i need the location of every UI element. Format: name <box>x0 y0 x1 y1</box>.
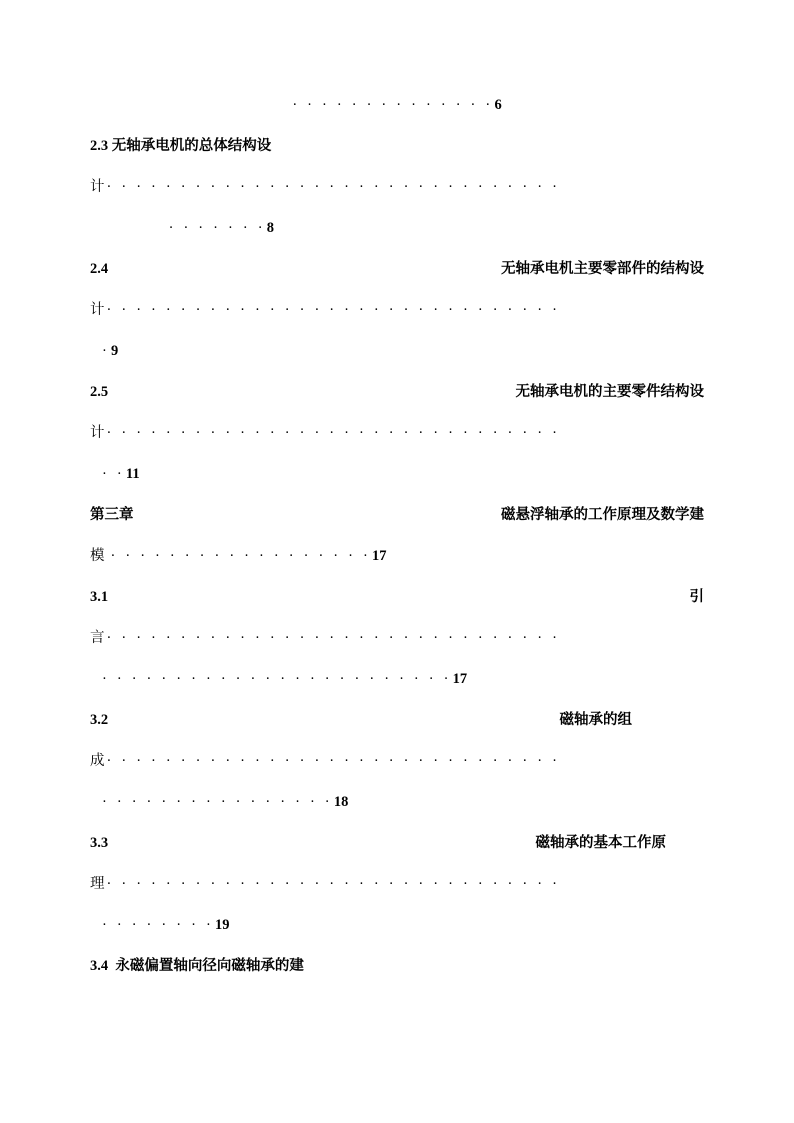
dot-leader: · · · · · · · · <box>102 917 215 933</box>
toc-entry-2-3-line2 <box>90 167 704 208</box>
toc-entry-label: 3.4 永磁偏置轴向径向磁轴承的建 <box>90 958 304 974</box>
page-number: 17 <box>372 548 387 564</box>
toc-entry-number: 2.5 <box>90 384 109 400</box>
toc-entry-partial-top <box>90 85 704 126</box>
toc-entry-continuation: 言 <box>90 630 105 646</box>
dot-leader: · · · · · · · · · · · · · · · · · · · · · · · · · · · · · · · <box>106 425 561 441</box>
dot-leader: · · · · · · · <box>168 220 266 236</box>
dot-leader: · · · · · · · · · · · · · · · · · · · · · · · · · · · · · · · <box>106 876 561 892</box>
toc-entry-number: 第三章 <box>90 507 134 523</box>
toc-entry-title: 无轴承电机的主要零件结构设 <box>515 384 704 400</box>
toc-entry-3-2-line2 <box>90 741 704 782</box>
toc-entry-3-3-line2 <box>90 864 704 905</box>
page-number: 9 <box>111 343 119 359</box>
dot-leader: · · · · · · · · · · · · · · · · · · <box>110 548 372 564</box>
toc-entry-number: 3.1 <box>90 589 109 605</box>
toc-entry-number: 2.4 <box>90 261 109 277</box>
toc-entry-3-2-line1[interactable] <box>90 700 704 741</box>
page-number: 19 <box>215 917 230 933</box>
page-number: 17 <box>452 671 468 687</box>
page-number: 8 <box>266 220 274 236</box>
toc-entry-3-3-line1[interactable] <box>90 823 704 864</box>
dot-leader: · · · · · · · · · · · · · · · · · · · · · · · · · · · · · · · <box>106 753 561 769</box>
toc-entry-2-4-line1[interactable] <box>90 249 704 290</box>
toc-entry-2-4-line2 <box>90 290 704 331</box>
toc-entry-continuation: 计 <box>90 179 105 195</box>
toc-entry-title: 磁轴承的基本工作原 <box>535 835 666 851</box>
toc-entry-2-5-line2 <box>90 413 704 454</box>
table-of-contents <box>90 85 704 987</box>
toc-entry-continuation: 模 <box>90 548 105 564</box>
dot-leader: · · · · · · · · · · · · · · · · <box>102 794 333 810</box>
dot-leader: · · <box>102 466 125 482</box>
toc-entry-number: 3.2 <box>90 712 109 728</box>
toc-entry-title: 无轴承电机主要零部件的结构设 <box>501 261 704 277</box>
dot-leader: · · · · · · · · · · · · · · · · · · · · · · · · · · · · · · · <box>106 630 561 646</box>
dot-leader: · · · · · · · · · · · · · · · · · · · · · · · · <box>102 671 452 687</box>
toc-entry-number: 3.3 <box>90 835 109 851</box>
page-number: 18 <box>333 794 349 810</box>
toc-entry-title: 磁轴承的组 <box>559 712 632 728</box>
toc-entry-3-2-line3 <box>90 782 704 823</box>
toc-entry-chapter-3-line2 <box>90 536 704 577</box>
toc-entry-continuation: 计 <box>90 425 105 441</box>
dot-leader: · · · · · · · · · · · · · · · · · · · · · · · · · · · · · · · <box>106 179 561 195</box>
toc-entry-continuation: 计 <box>90 302 105 318</box>
toc-entry-title: 引 <box>689 589 704 605</box>
toc-entry-continuation: 成 <box>90 753 105 769</box>
toc-entry-title: 磁悬浮轴承的工作原理及数学建 <box>501 507 704 523</box>
toc-entry-3-1-line3 <box>90 659 704 700</box>
page-number: 6 <box>494 97 502 113</box>
dot-leader: · · · · · · · · · · · · · · · · · · · · · · · · · · · · · · · <box>106 302 561 318</box>
toc-entry-chapter-3-line1[interactable] <box>90 495 704 536</box>
toc-entry-2-3-line3 <box>90 208 704 249</box>
toc-entry-3-1-line2 <box>90 618 704 659</box>
toc-entry-2-4-line3 <box>90 331 704 372</box>
dot-leader: · <box>102 343 111 359</box>
toc-entry-continuation: 理 <box>90 876 105 892</box>
toc-entry-3-4-line1[interactable] <box>90 946 704 987</box>
page-number: 11 <box>125 466 140 482</box>
toc-entry-label: 2.3 无轴承电机的总体结构设 <box>90 138 272 154</box>
toc-entry-3-3-line3 <box>90 905 704 946</box>
toc-entry-3-1-line1[interactable] <box>90 577 704 618</box>
toc-entry-2-5-line1[interactable] <box>90 372 704 413</box>
dot-leader: · · · · · · · · · · · · · · <box>292 97 494 113</box>
toc-entry-2-3-line1[interactable] <box>90 126 704 167</box>
toc-entry-2-5-line3 <box>90 454 704 495</box>
